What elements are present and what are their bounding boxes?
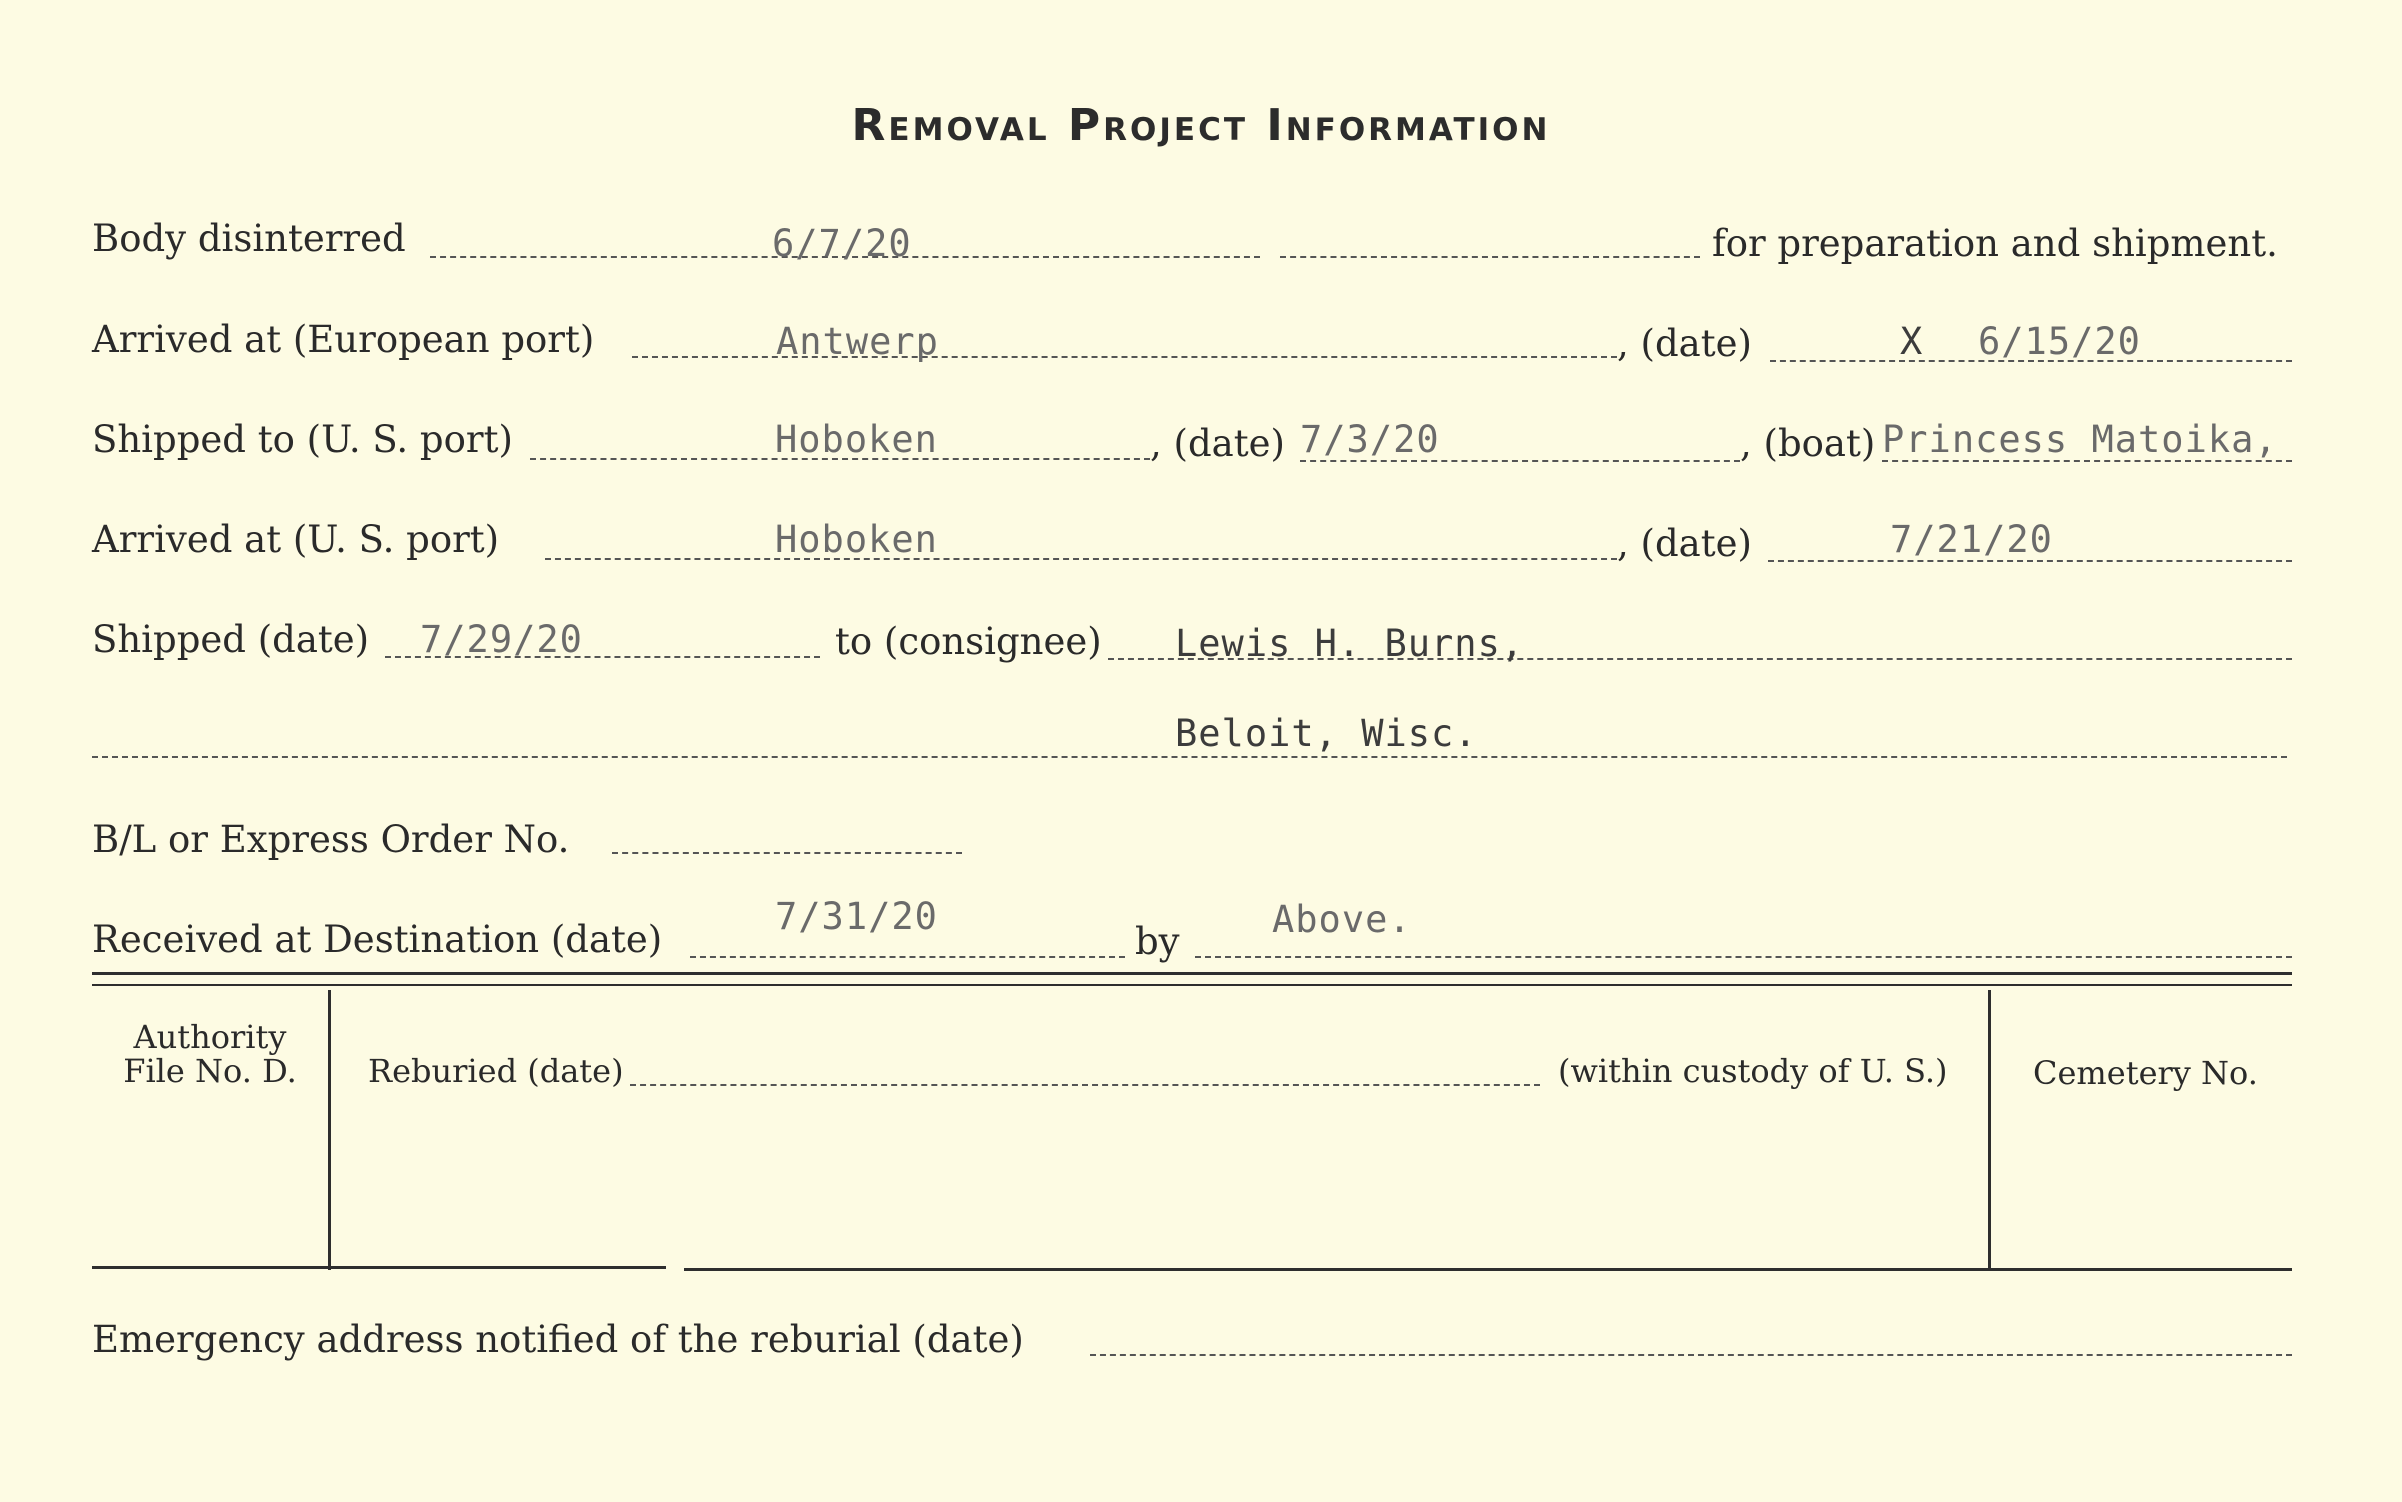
table-top-rule-2 xyxy=(92,984,2292,986)
received-line xyxy=(690,956,1125,958)
bl-order-line xyxy=(612,852,962,854)
consignee-name: Lewis H. Burns, xyxy=(1175,622,1525,665)
shipped-us-boat-value: Princess Matoika, xyxy=(1882,418,2278,461)
authority-label-2: File No. D. xyxy=(123,1052,297,1090)
emergency-label: Emergency address notified of the reburial (date) xyxy=(92,1318,1024,1361)
shipped-us-label: Shipped to (U. S. port) xyxy=(92,418,513,461)
emergency-line xyxy=(1090,1354,2292,1356)
body-disinterred-label: Body disinterred xyxy=(92,217,406,260)
reburied-line xyxy=(630,1084,1540,1086)
shipped-us-boat-label: , (boat) xyxy=(1740,422,1876,465)
arrived-european-value: Antwerp xyxy=(776,320,939,363)
reburied-label: Reburied (date) xyxy=(368,1052,624,1090)
arrived-us-date-value: 7/21/20 xyxy=(1890,518,2053,561)
shipped-us-value: Hoboken xyxy=(775,418,938,461)
arrived-us-value: Hoboken xyxy=(775,518,938,561)
table-bottom-rule-2 xyxy=(684,1268,2292,1271)
consignee-address: Beloit, Wisc. xyxy=(1175,712,1478,755)
arrived-european-date-mark: X xyxy=(1900,320,1924,363)
consignee-address-line xyxy=(92,756,2287,758)
arrived-us-line xyxy=(545,558,1617,560)
arrived-us-date-label: , (date) xyxy=(1617,522,1752,565)
cemetery-label: Cemetery No. xyxy=(2033,1054,2258,1092)
arrived-european-date-label: , (date) xyxy=(1617,322,1752,365)
body-disinterred-suffix: for preparation and shipment. xyxy=(1712,222,2278,265)
received-value: 7/31/20 xyxy=(775,895,938,938)
page-title: Removal Project Information xyxy=(851,100,1551,151)
consignee-label: to (consignee) xyxy=(835,620,1102,663)
arrived-european-label: Arrived at (European port) xyxy=(92,318,595,361)
shipped-date-label: Shipped (date) xyxy=(92,618,370,661)
arrived-us-label: Arrived at (U. S. port) xyxy=(92,518,500,561)
body-disinterred-line-2 xyxy=(1280,256,1700,258)
shipped-us-date-label: , (date) xyxy=(1150,422,1285,465)
custody-label: (within custody of U. S.) xyxy=(1558,1052,1948,1090)
received-by-value: Above. xyxy=(1272,898,1412,941)
received-label: Received at Destination (date) xyxy=(92,918,663,961)
table-divider-2 xyxy=(1988,990,1991,1270)
authority-label-1: Authority xyxy=(133,1018,287,1056)
table-divider-1 xyxy=(328,990,331,1270)
table-bottom-rule-1 xyxy=(92,1266,666,1269)
bl-order-label: B/L or Express Order No. xyxy=(92,818,570,861)
body-disinterred-value: 6/7/20 xyxy=(772,222,912,265)
table-top-rule xyxy=(92,972,2292,975)
shipped-date-value: 7/29/20 xyxy=(420,618,583,661)
arrived-european-date-value: 6/15/20 xyxy=(1978,320,2141,363)
shipped-us-date-value: 7/3/20 xyxy=(1300,418,1440,461)
received-by-label: by xyxy=(1135,920,1180,963)
received-by-line xyxy=(1195,956,2292,958)
